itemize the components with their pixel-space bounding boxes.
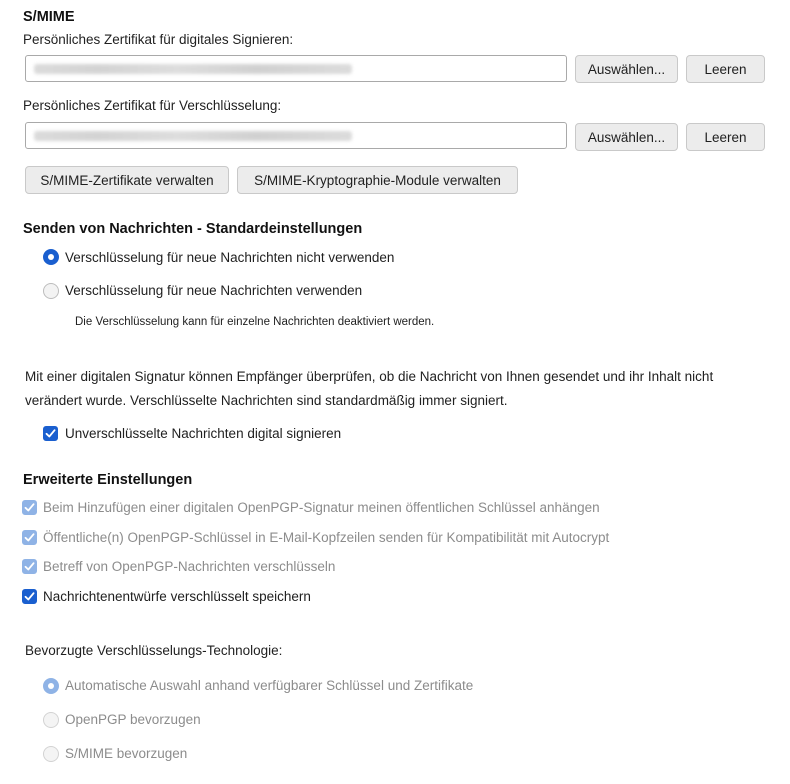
radio-tech-openpgp[interactable]	[43, 712, 59, 728]
sign-cert-select-button[interactable]: Auswählen...	[575, 55, 678, 83]
checkmark-icon	[24, 532, 35, 543]
checkmark-icon	[45, 428, 56, 439]
manage-certs-button[interactable]: S/MIME-Zertifikate verwalten	[25, 166, 229, 194]
checkmark-icon	[24, 561, 35, 572]
sign-cert-field[interactable]	[25, 55, 567, 82]
radio-no-encrypt[interactable]	[43, 249, 59, 265]
radio-tech-smime-label: S/MIME bevorzugen	[65, 746, 188, 761]
smime-heading: S/MIME	[23, 9, 75, 25]
signature-info-line-1: Mit einer digitalen Signatur können Empfänger überprüfen, ob die Nachricht von Ihnen gesendet und ihr Inhalt nicht	[25, 369, 714, 384]
advanced-heading: Erweiterte Einstellungen	[23, 472, 193, 488]
checkmark-icon	[24, 502, 35, 513]
manage-modules-button[interactable]: S/MIME-Kryptographie-Module verwalten	[237, 166, 518, 194]
attach-key-checkbox[interactable]	[22, 500, 37, 515]
sign-cert-clear-button[interactable]: Leeren	[686, 55, 765, 83]
redacted-cert-value	[34, 131, 352, 141]
attach-key-label: Beim Hinzufügen einer digitalen OpenPGP-Signatur meinen öffentlichen Schlüssel anhängen	[43, 500, 600, 515]
encrypt-cert-clear-button[interactable]: Leeren	[686, 123, 765, 151]
signature-info-line-2: verändert wurde. Verschlüsselte Nachrichten sind standardmäßig immer signiert.	[25, 393, 508, 408]
autocrypt-label: Öffentliche(n) OpenPGP-Schlüssel in E-Mail-Kopfzeilen senden für Kompatibilität mit Autocrypt	[43, 530, 610, 545]
encrypt-cert-label: Persönliches Zertifikat für Verschlüsselung:	[23, 98, 282, 113]
checkmark-icon	[24, 591, 35, 602]
encryption-hint: Die Verschlüsselung kann für einzelne Nachrichten deaktiviert werden.	[75, 316, 435, 328]
sign-unencrypted-label: Unverschlüsselte Nachrichten digital signieren	[65, 426, 342, 441]
radio-encrypt[interactable]	[43, 283, 59, 299]
encrypt-drafts-label: Nachrichtenentwürfe verschlüsselt speichern	[43, 589, 311, 604]
encrypt-subject-checkbox[interactable]	[22, 559, 37, 574]
sign-cert-label: Persönliches Zertifikat für digitales Signieren:	[23, 32, 294, 47]
encrypt-subject-label: Betreff von OpenPGP-Nachrichten verschlüsseln	[43, 559, 336, 574]
radio-tech-auto-label: Automatische Auswahl anhand verfügbarer Schlüssel und Zertifikate	[65, 678, 474, 693]
autocrypt-checkbox[interactable]	[22, 530, 37, 545]
encrypt-drafts-checkbox[interactable]	[22, 589, 37, 604]
radio-encrypt-label: Verschlüsselung für neue Nachrichten verwenden	[65, 283, 363, 298]
encrypt-cert-field[interactable]	[25, 122, 567, 149]
radio-tech-smime[interactable]	[43, 746, 59, 762]
radio-no-encrypt-label: Verschlüsselung für neue Nachrichten nicht verwenden	[65, 250, 395, 265]
radio-tech-openpgp-label: OpenPGP bevorzugen	[65, 712, 201, 727]
encrypt-cert-select-button[interactable]: Auswählen...	[575, 123, 678, 151]
technology-heading: Bevorzugte Verschlüsselungs-Technologie:	[25, 643, 283, 658]
radio-tech-auto[interactable]	[43, 678, 59, 694]
redacted-cert-value	[34, 64, 352, 74]
sending-heading: Senden von Nachrichten - Standardeinstellungen	[23, 221, 363, 237]
sign-unencrypted-checkbox[interactable]	[43, 426, 58, 441]
